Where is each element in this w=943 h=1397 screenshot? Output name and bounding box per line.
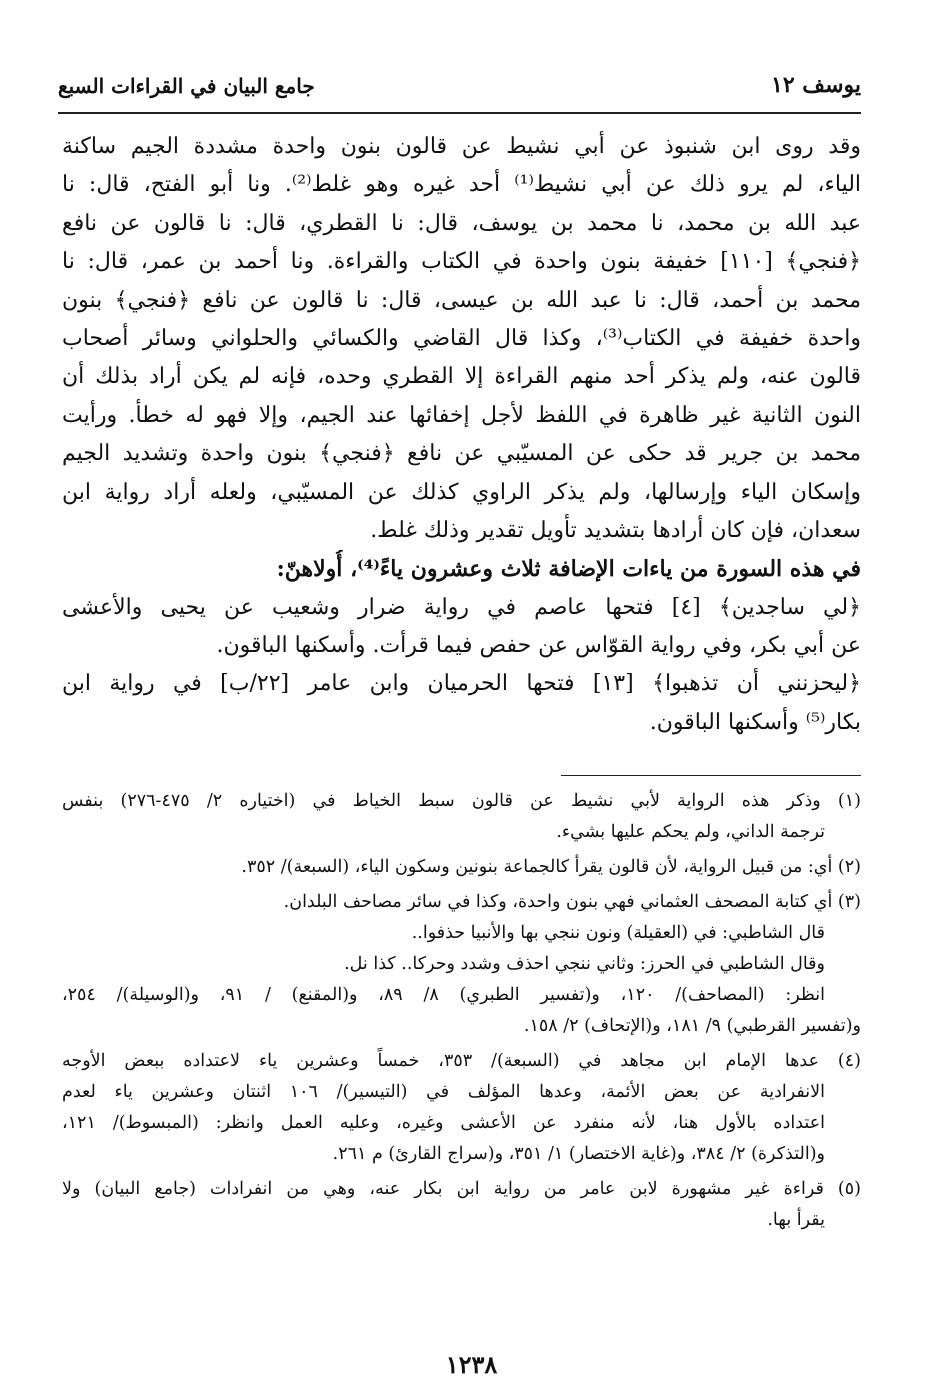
section-heading: في هذه السورة من ياءات الإضافة ثلاث وعشرون ياءً⁽⁴⁾، أُولاهنّ: [276, 556, 861, 583]
text-line: واحدة خفيفة في الكتاب⁽³⁾، وكذا قال القاضي والكسائي والحلواني وسائر أصحاب [62, 325, 861, 351]
footnote-line: قال الشاطبي: في (العقيلة) ونون ننجي بها والأنبيا حذفوا.. [411, 923, 825, 943]
footnote-line: الانفرادية عن بعض الأئمة، وعدها المؤلف في (التيسير)/ ١٠٦ اثنتان وعشرين ياء لعدم [62, 1082, 825, 1102]
text-line: الياء، لم يرو ذلك عن أبي نشيط⁽¹⁾ أحد غيره وهو غلط⁽²⁾. ونا أبو الفتح، قال: نا [62, 172, 861, 198]
running-header [58, 68, 861, 112]
book-title: جامع البيان في القراءات السبع [58, 74, 315, 98]
text-line: عبد الله بن محمد، نا محمد بن يوسف، قال: نا القطري، قال: نا قالون عن نافع [62, 210, 861, 236]
text-line: وإسكان الياء وإرسالها، ولم يذكر الراوي كذلك عن المسيّبي، ولعله أراد رواية ابن [62, 479, 861, 505]
text-line: محمد بن أحمد، قال: نا عبد الله بن عيسى، قال: نا قالون عن نافع ﴿فنجي﴾ بنون [62, 287, 861, 313]
footnote-separator [561, 775, 861, 776]
footnote-line: و(التذكرة) ٢/ ٣٨٤، و(غاية الاختصار) ١/ ٣٥١، و(سراج القارئ) م ٢٦١. [332, 1144, 825, 1164]
footnote-line: (٣) أي كتابة المصحف العثماني فهي بنون واحدة، وكذا في سائر مصاحف البلدان. [283, 892, 861, 912]
text-line: ﴿فنجي﴾ [١١٠] خفيفة بنون واحدة في الكتاب والقراءة. ونا أحمد بن عمر، قال: نا [62, 249, 861, 275]
footnote-line: (٥) قراءة غير مشهورة لابن عامر من رواية ابن بكار عنه، وهي من انفرادات (جامع البيان) ولا [62, 1179, 861, 1199]
surah-label: يوسف ١٢ [771, 72, 861, 98]
footnote-line: (٤) عدها الإمام ابن مجاهد في (السبعة)/ ٣٥٣، خمساً وعشرين ياء لاعتداده ببعض الأوجه [62, 1051, 861, 1071]
footnote-line: و(تفسير القرطبي) ٩/ ١٨١، و(الإتحاف) ٢/ ١٥٨. [523, 1016, 861, 1036]
footnote-line: وقال الشاطبي في الحرز: وثاني ننجي احذف وشدد وحركا.. كذا نل. [344, 954, 825, 974]
footnote-line: (٢) أي: من قبيل الرواية، لأن قالون يقرأ كالجماعة بنونين وسكون الياء، (السبعة)/ ٣٥٢. [241, 857, 861, 877]
footnotes [62, 786, 861, 1236]
text-line: النون الثانية غير ظاهرة في اللفظ لأجل إخفائها عند الجيم، وإلا فهو له خطأ. ورأيت [62, 402, 861, 428]
page-number: ١٢٣٨ [445, 1350, 498, 1379]
footnote-line: ترجمة الداني، ولم يحكم عليها بشيء. [556, 822, 825, 842]
text-line: وقد روى ابن شنبوذ عن أبي نشيط عن قالون بنون واحدة مشددة الجيم ساكنة [62, 134, 861, 159]
text-line: سعدان، فإن كان أرادها بتشديد تأويل تقدير وذلك غلط. [370, 517, 861, 543]
main-text [62, 128, 861, 742]
footnote-line: يقرأ بها. [767, 1210, 825, 1230]
text-line: محمد بن جرير قد حكى عن المسيّبي عن نافع ﴿فنجي﴾ بنون واحدة وتشديد الجيم [62, 441, 861, 467]
footnote-line: (١) وذكر هذه الرواية لأبي نشيط عن قالون سبط الخياط في (اختياره ٢/ ٤٧٥-٢٧٦) بنفس [62, 791, 861, 811]
text-line: عن أبي بكر، وفي رواية القوّاس عن حفص فيما قرأت. وأسكنها الباقون. [216, 633, 861, 659]
header-rule [58, 112, 861, 114]
text-line: ﴿ليحزنني أن تذهبوا﴾ [١٣] فتحها الحرميان وابن عامر [٢٢/ب] في رواية ابن [62, 671, 861, 697]
footnote-line: انظر: (المصاحف)/ ١٢٠، و(تفسير الطبري) ٨/ ٨٩، و(المقنع) / ٩١، و(الوسيلة)/ ٢٥٤، [62, 985, 825, 1005]
text-line: بكار⁽⁵⁾ وأسكنها الباقون. [649, 709, 861, 735]
text-line: قالون عنه، ولم يذكر أحد منهم القراءة إلا القطري وحده، فإنه لم يكن أراد بذلك أن [62, 364, 861, 390]
text-line: ﴿لي ساجدين﴾ [٤] فتحها عاصم في رواية ضرار وشعيب عن يحيى والأعشى [62, 594, 861, 620]
footnote-line: اعتداده بالأول هنا، لأنه منفرد عن الأعشى وغيره، وعليه العمل وانظر: (المبسوط)/ ١٢١، [62, 1113, 825, 1133]
